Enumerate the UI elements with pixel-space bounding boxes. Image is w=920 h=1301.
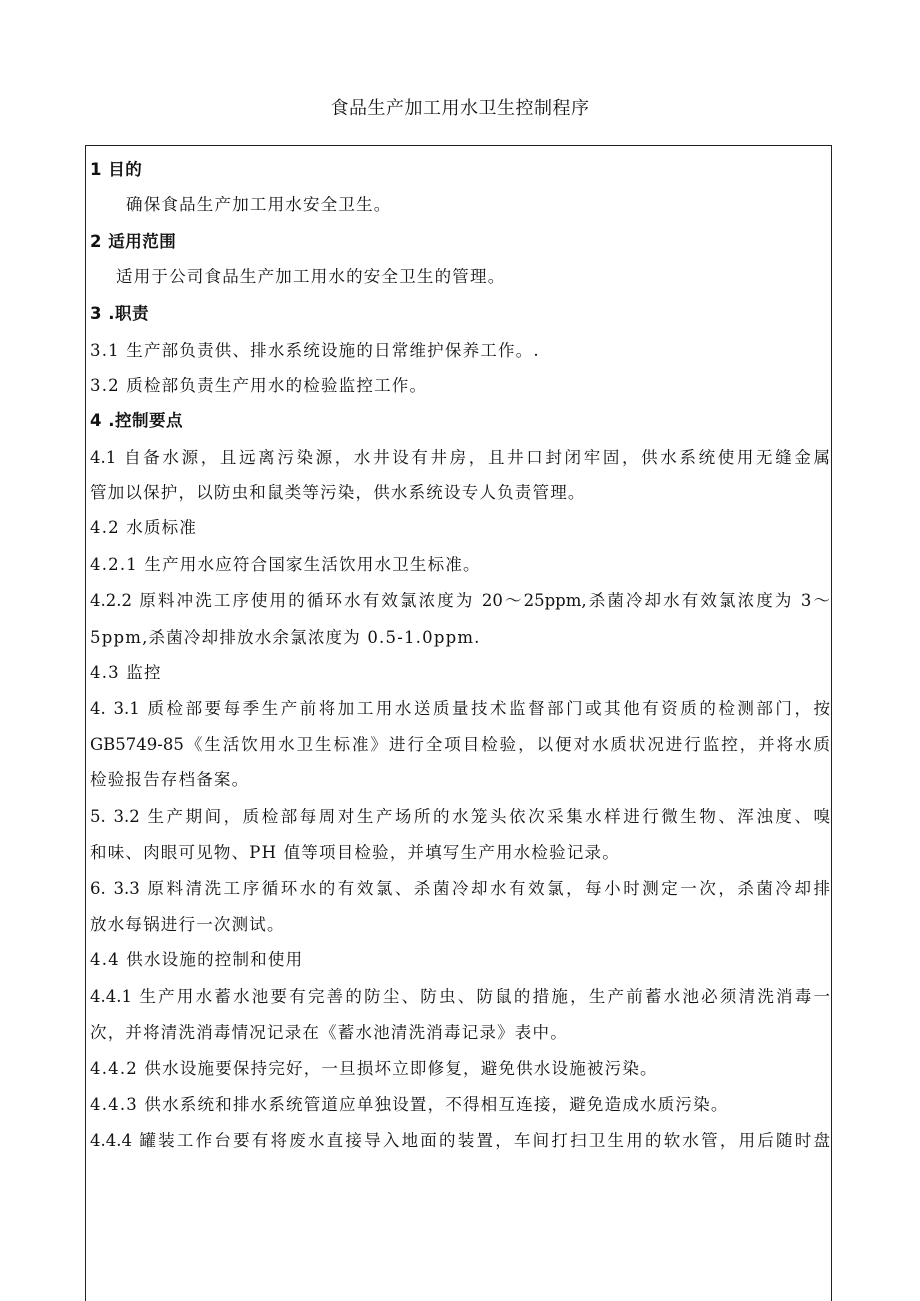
paragraph-line: 4.4.1 生产用水蓄水池要有完善的防尘、防虫、防鼠的措施，生产前蓄水池必须清洗消毒一 (90, 987, 830, 1006)
paragraph-line: 3.1 生产部负责供、排水系统设施的日常维护保养工作。. (90, 341, 540, 360)
paragraph-line: 适用于公司食品生产加工用水的安全卫生的管理。 (116, 267, 506, 286)
paragraph-line: 管加以保护，以防虫和鼠类等污染，供水系统设专人负责管理。 (90, 483, 586, 502)
paragraph-line: 4. 3.1 质检部要每季生产前将加工用水送质量技术监督部门或其他有资质的检测部门，按 (90, 699, 830, 718)
section-heading-scope: 2 适用范围 (90, 232, 177, 251)
paragraph-line: 检验报告存档备案。 (90, 770, 250, 789)
paragraph-line: 4.1 自备水源，且远离污染源，水井设有井房，且井口封闭牢固，供水系统使用无缝金属 (90, 448, 830, 467)
paragraph-line: 3.2 质检部负责生产用水的检验监控工作。 (90, 376, 428, 395)
section-heading-purpose: 1 目的 (90, 160, 143, 179)
document-title: 食品生产加工用水卫生控制程序 (330, 98, 590, 119)
section-heading-duties: 3 .职责 (90, 304, 149, 323)
paragraph-line: 6. 3.3 原料清洗工序循环水的有效氯、杀菌冷却水有效氯，每小时测定一次，杀菌冷却排 (90, 879, 830, 898)
subsection-heading: 4.3 监控 (90, 663, 162, 682)
paragraph-line: GB5749-85《生活饮用水卫生标准》进行全项目检验，以便对水质状况进行监控，并将水质 (90, 735, 830, 754)
paragraph-line: 5ppm,杀菌冷却排放水余氯浓度为 0.5-1.0ppm. (90, 628, 481, 647)
paragraph-line: 确保食品生产加工用水安全卫生。 (126, 195, 392, 214)
paragraph-line: 次，并将清洗消毒情况记录在《蓄水池清洗消毒记录》表中。 (90, 1023, 568, 1042)
paragraph-line: 5. 3.2 生产期间，质检部每周对生产场所的水笼头依次采集水样进行微生物、浑浊度、嗅 (90, 807, 830, 826)
paragraph-line: 4.2.1 生产用水应符合国家生活饮用水卫生标准。 (90, 555, 481, 574)
paragraph-line: 4.4.4 罐装工作台要有将废水直接导入地面的装置，车间打扫卫生用的软水管，用后随时盘 (90, 1131, 830, 1150)
paragraph-line: 4.4.3 供水系统和排水系统管道应单独设置，不得相互连接，避免造成水质污染。 (90, 1095, 729, 1114)
paragraph-line: 放水每锅进行一次测试。 (90, 915, 285, 934)
paragraph-line: 4.4.2 供水设施要保持完好，一旦损坏立即修复，避免供水设施被污染。 (90, 1059, 658, 1078)
paragraph-line: 4.2.2 原料冲洗工序使用的循环水有效氯浓度为 20～25ppm,杀菌冷却水有效氯浓度为 3～ (90, 591, 830, 610)
subsection-heading: 4.2 水质标准 (90, 518, 198, 537)
section-heading-control-points: 4 .控制要点 (90, 411, 183, 430)
subsection-heading: 4.4 供水设施的控制和使用 (90, 950, 304, 969)
paragraph-line: 和味、肉眼可见物、PH 值等项目检验，并填写生产用水检验记录。 (90, 843, 620, 862)
